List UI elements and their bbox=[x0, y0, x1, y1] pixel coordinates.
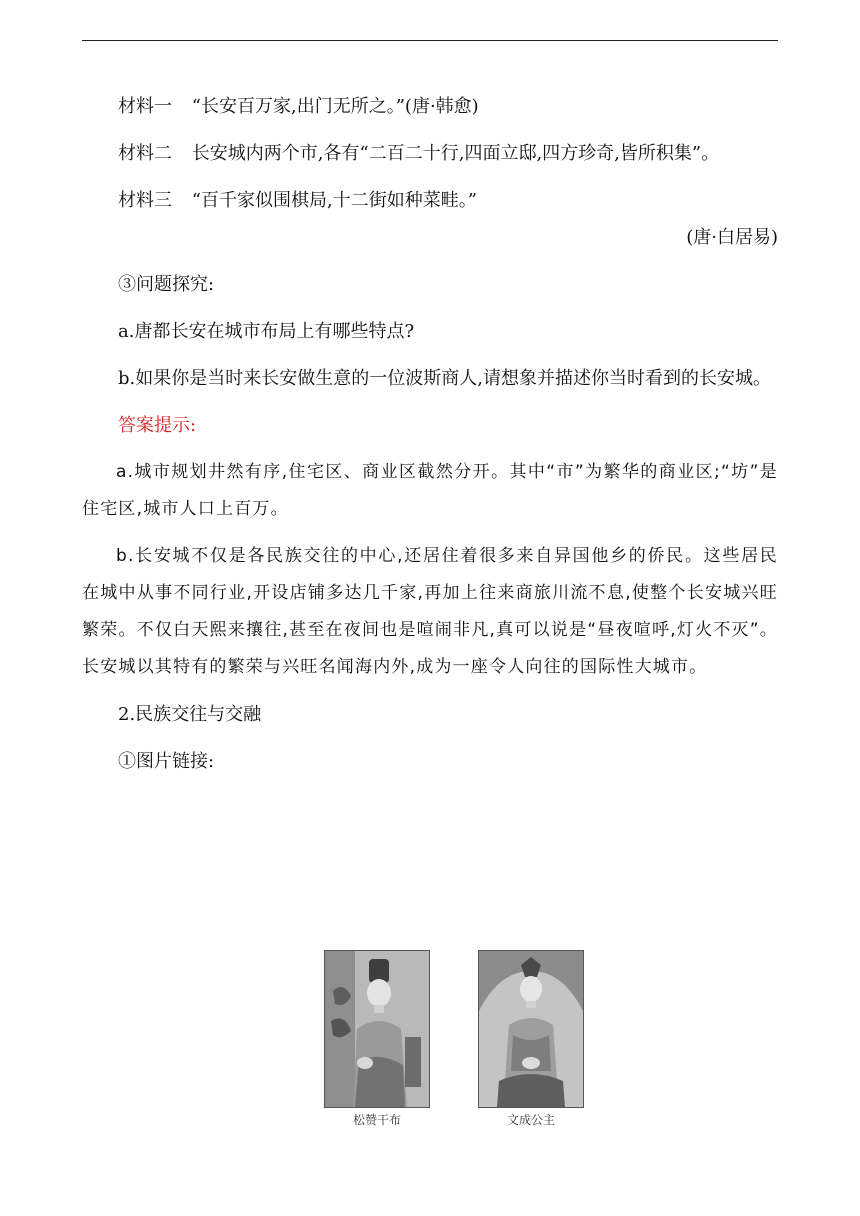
figure-princess-wencheng bbox=[478, 950, 584, 1128]
caption-princess-wencheng: 文成公主 bbox=[506, 1113, 555, 1127]
header-rule bbox=[82, 40, 778, 41]
figure-songtsen-gampo bbox=[324, 950, 430, 1128]
statue-photo-princess-wencheng bbox=[478, 950, 584, 1108]
material-1 bbox=[82, 88, 778, 125]
answer-label: 答案提示: bbox=[118, 415, 197, 436]
caption-songtsen-gampo: 松赞干布 bbox=[352, 1113, 401, 1127]
document-body bbox=[82, 88, 778, 790]
answer-b: b.长安城不仅是各民族交往的中心,还居住着很多来自异国他乡的侨民。这些居民在城中从事不同行业,开设店铺多达几千家,再加上往来商旅川流不息,使整个长安城兴旺繁荣。不仅白天熙来攘往,甚至在夜间也是喧闹非凡,真可以说是“昼夜喧呼,灯火不灭”。长安城以其特有的繁荣与兴旺名闻海内外,成为一座令人向往的国际性大城市。 bbox=[82, 546, 778, 677]
figure-row bbox=[0, 950, 860, 1140]
statue-photo-songtsen-gampo bbox=[324, 950, 430, 1108]
material-2-text: 长安城内两个市,各有“二百二十行,四面立邸,四方珍奇,皆所积集”。 bbox=[191, 143, 720, 164]
material-2 bbox=[82, 135, 778, 172]
question-a: a.唐都长安在城市布局上有哪些特点? bbox=[118, 321, 415, 342]
question-heading: ③问题探究: bbox=[118, 274, 215, 295]
material-3-label: 材料三 bbox=[118, 190, 172, 211]
picture-link-heading: ①图片链接: bbox=[118, 751, 215, 772]
material-2-label: 材料二 bbox=[118, 143, 172, 164]
answer-a: a.城市规划井然有序,住宅区、商业区截然分开。其中“市”为繁华的商业区;“坊”是住宅区,城市人口上百万。 bbox=[82, 462, 778, 519]
material-1-label: 材料一 bbox=[118, 96, 172, 117]
material-1-text: “长安百万家,出门无所之。”(唐·韩愈) bbox=[191, 96, 479, 117]
material-3-source: (唐·白居易) bbox=[686, 227, 778, 248]
material-3 bbox=[82, 182, 778, 219]
question-b: b.如果你是当时来长安做生意的一位波斯商人,请想象并描述你当时看到的长安城。 bbox=[118, 368, 771, 389]
material-3-text: “百千家似围棋局,十二街如种菜畦。” bbox=[191, 190, 477, 211]
section-2-heading: 2.民族交往与交融 bbox=[118, 704, 262, 725]
